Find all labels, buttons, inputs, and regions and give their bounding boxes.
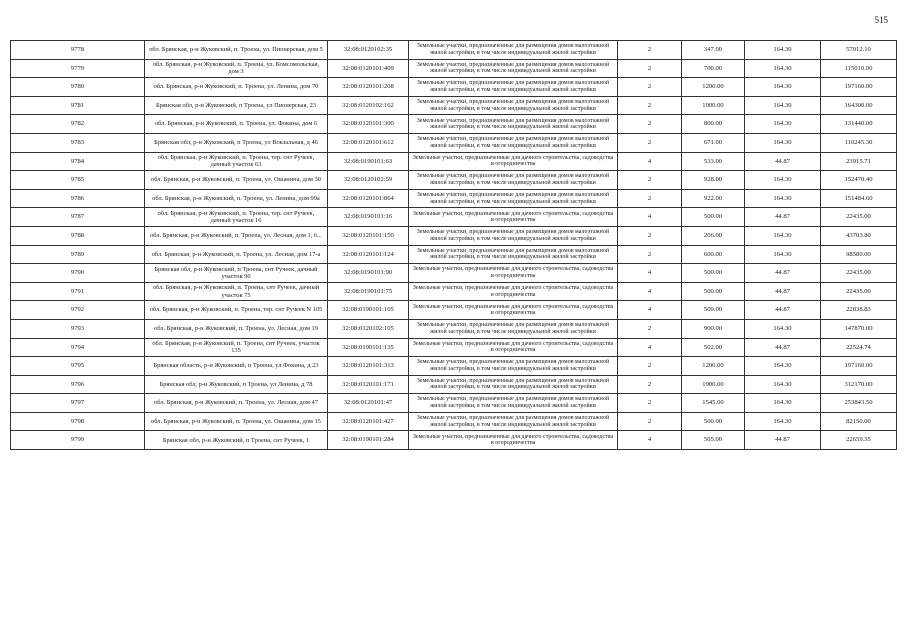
cadastral-value-cell: 22435.00 bbox=[821, 208, 897, 227]
area-cell: 266.00 bbox=[682, 226, 745, 245]
specific-value-cell: 164.30 bbox=[745, 394, 821, 413]
specific-value-cell: 44.87 bbox=[745, 282, 821, 301]
group-cell: 2 bbox=[618, 375, 682, 394]
row-number-cell: 9782 bbox=[11, 115, 145, 134]
group-cell: 4 bbox=[618, 264, 682, 283]
address-cell: Брянская обл, р-н Жуковский, п Троена, снт Ручеек, 1 bbox=[145, 431, 328, 450]
land-use-cell: Земельные участки, предназначенные для дачного строительства, садоводства и огородничества bbox=[409, 431, 618, 450]
land-use-cell: Земельные участки, предназначенные для размещения домов малоэтажной жилой застройки, в том числе индивидуальной жилой застройки bbox=[409, 96, 618, 115]
area-cell: 533.00 bbox=[682, 152, 745, 171]
land-use-cell: Земельные участки, предназначенные для дачного строительства, садоводства и огородничества bbox=[409, 264, 618, 283]
specific-value-cell: 164.30 bbox=[745, 189, 821, 208]
cadastral-number-cell: 32:08:0190101:75 bbox=[328, 282, 409, 301]
table-row bbox=[11, 264, 897, 283]
table-row bbox=[11, 226, 897, 245]
group-cell: 2 bbox=[618, 412, 682, 431]
table-row bbox=[11, 375, 897, 394]
row-number-cell: 9780 bbox=[11, 78, 145, 97]
specific-value-cell: 164.30 bbox=[745, 357, 821, 376]
address-cell: обл. Брянская, р-н Жуковский, п. Троена, ул. Лесная, дом 47 bbox=[145, 394, 328, 413]
cadastral-number-cell: 32:08:0120101:124 bbox=[328, 245, 409, 264]
specific-value-cell: 44.87 bbox=[745, 152, 821, 171]
specific-value-cell: 164.30 bbox=[745, 133, 821, 152]
address-cell: обл. Брянская, р-н Жуковский, п. Троена, ул. Комсомольская, дом 3 bbox=[145, 59, 328, 78]
land-use-cell: Земельные участки, предназначенные для дачного строительства, садоводства и огородничества bbox=[409, 152, 618, 171]
cadastral-value-cell: 253843.50 bbox=[821, 394, 897, 413]
row-number-cell: 9788 bbox=[11, 226, 145, 245]
table-row bbox=[11, 133, 897, 152]
address-cell: Брянская обл, р-н Жуковский, п Троена, ул Пионерская, 23 bbox=[145, 96, 328, 115]
cadastral-number-cell: 32:08:0120101:612 bbox=[328, 133, 409, 152]
specific-value-cell: 164.30 bbox=[745, 59, 821, 78]
specific-value-cell: 164.30 bbox=[745, 78, 821, 97]
land-use-cell: Земельные участки, предназначенные для дачного строительства, садоводства и огородничества bbox=[409, 282, 618, 301]
specific-value-cell: 164.30 bbox=[745, 412, 821, 431]
table-row bbox=[11, 357, 897, 376]
land-use-cell: Земельные участки, предназначенные для размещения домов малоэтажной жилой застройки, в том числе индивидуальной жилой застройки bbox=[409, 78, 618, 97]
cadastral-value-cell: 82150.00 bbox=[821, 412, 897, 431]
address-cell: обл. Брянская, р-н Жуковский, п. Троена, тер. снт Ручеек, дачный участок 16 bbox=[145, 208, 328, 227]
land-use-cell: Земельные участки, предназначенные для размещения домов малоэтажной жилой застройки, в том числе индивидуальной жилой застройки bbox=[409, 41, 618, 60]
land-use-cell: Земельные участки, предназначенные для размещения домов малоэтажной жилой застройки, в том числе индивидуальной жилой застройки bbox=[409, 59, 618, 78]
cadastral-number-cell: 32:08:0120101:208 bbox=[328, 78, 409, 97]
address-cell: обл. Брянская, р-н Жуковский, п. Троена, ул. Лесная, дом 1, 6... bbox=[145, 226, 328, 245]
land-use-cell: Земельные участки, предназначенные для размещения домов малоэтажной жилой застройки, в том числе индивидуальной жилой застройки bbox=[409, 357, 618, 376]
group-cell: 2 bbox=[618, 133, 682, 152]
cadastral-number-cell: 32:08:0120101:864 bbox=[328, 189, 409, 208]
group-cell: 2 bbox=[618, 115, 682, 134]
area-cell: 500.00 bbox=[682, 264, 745, 283]
land-use-cell: Земельные участки, предназначенные для размещения домов малоэтажной жилой застройки, в том числе индивидуальной жилой застройки bbox=[409, 171, 618, 190]
row-number-cell: 9796 bbox=[11, 375, 145, 394]
row-number-cell: 9786 bbox=[11, 189, 145, 208]
area-cell: 500.00 bbox=[682, 282, 745, 301]
specific-value-cell: 44.87 bbox=[745, 208, 821, 227]
cadastral-number-cell: 32:08:0190101:105 bbox=[328, 301, 409, 320]
cadastral-number-cell: 32:08:0120102:105 bbox=[328, 319, 409, 338]
row-number-cell: 9785 bbox=[11, 171, 145, 190]
group-cell: 2 bbox=[618, 319, 682, 338]
table-row bbox=[11, 96, 897, 115]
group-cell: 2 bbox=[618, 96, 682, 115]
table-row bbox=[11, 412, 897, 431]
cadastral-value-cell: 164300.00 bbox=[821, 96, 897, 115]
table-row bbox=[11, 245, 897, 264]
cadastral-number-cell: 32:08:0120101:313 bbox=[328, 357, 409, 376]
cadastral-number-cell: 32:08:0120101:171 bbox=[328, 375, 409, 394]
group-cell: 4 bbox=[618, 301, 682, 320]
cadastral-value-cell: 22435.00 bbox=[821, 264, 897, 283]
land-use-cell: Земельные участки, предназначенные для размещения домов малоэтажной жилой застройки, в том числе индивидуальной жилой застройки bbox=[409, 394, 618, 413]
specific-value-cell: 164.30 bbox=[745, 96, 821, 115]
address-cell: обл. Брянская, р-н Жуковский, п. Троена, ул. Ленина, дом 70 bbox=[145, 78, 328, 97]
area-cell: 900.00 bbox=[682, 319, 745, 338]
area-cell: 509.00 bbox=[682, 301, 745, 320]
cadastral-number-cell: 32:08:0120101:409 bbox=[328, 59, 409, 78]
address-cell: обл. Брянская, р-н Жуковский, п. Троена, ул. Ошанина, дом 15 bbox=[145, 412, 328, 431]
area-cell: 1545.00 bbox=[682, 394, 745, 413]
cadastral-value-cell: 98580.00 bbox=[821, 245, 897, 264]
address-cell: обл. Брянская, р-н Жуковский, п. Троена, ул. Пионерская, дом 5 bbox=[145, 41, 328, 60]
area-cell: 502.00 bbox=[682, 338, 745, 357]
table-row bbox=[11, 338, 897, 357]
table-row bbox=[11, 301, 897, 320]
cadastral-number-cell: 32:08:0120102:35 bbox=[328, 41, 409, 60]
group-cell: 2 bbox=[618, 78, 682, 97]
cadastral-value-cell: 115010.00 bbox=[821, 59, 897, 78]
cadastral-number-cell: 32:08:0120101:47 bbox=[328, 394, 409, 413]
group-cell: 2 bbox=[618, 245, 682, 264]
table-row bbox=[11, 171, 897, 190]
cadastral-value-cell: 110245.30 bbox=[821, 133, 897, 152]
table-row bbox=[11, 115, 897, 134]
specific-value-cell: 164.30 bbox=[745, 319, 821, 338]
land-use-cell: Земельные участки, предназначенные для размещения домов малоэтажной жилой застройки, в том числе индивидуальной жилой застройки bbox=[409, 115, 618, 134]
table-row bbox=[11, 208, 897, 227]
specific-value-cell: 164.30 bbox=[745, 375, 821, 394]
cadastral-number-cell: 32:08:0190101:63 bbox=[328, 152, 409, 171]
area-cell: 800.00 bbox=[682, 115, 745, 134]
specific-value-cell: 44.87 bbox=[745, 301, 821, 320]
land-use-cell: Земельные участки, предназначенные для размещения домов малоэтажной жилой застройки, в том числе индивидуальной жилой застройки bbox=[409, 133, 618, 152]
cadastral-number-cell: 32:08:0120102:59 bbox=[328, 171, 409, 190]
specific-value-cell: 164.30 bbox=[745, 41, 821, 60]
group-cell: 2 bbox=[618, 357, 682, 376]
row-number-cell: 9798 bbox=[11, 412, 145, 431]
land-use-cell: Земельные участки, предназначенные для размещения домов малоэтажной жилой застройки, в том числе индивидуальной жилой застройки bbox=[409, 189, 618, 208]
group-cell: 4 bbox=[618, 152, 682, 171]
table-row bbox=[11, 152, 897, 171]
cadastral-number-cell: 32:08:0190101:90 bbox=[328, 264, 409, 283]
area-cell: 671.00 bbox=[682, 133, 745, 152]
cadastral-value-cell: 22524.74 bbox=[821, 338, 897, 357]
address-cell: Брянская обл, р-н Жуковский, п Троена, ул Ленина, д 78 bbox=[145, 375, 328, 394]
specific-value-cell: 44.87 bbox=[745, 431, 821, 450]
group-cell: 4 bbox=[618, 208, 682, 227]
cadastral-value-cell: 147870.00 bbox=[821, 319, 897, 338]
row-number-cell: 9790 bbox=[11, 264, 145, 283]
address-cell: Брянская обл, р-н Жуковский, п Троена, снт Ручеек, дачный участок 90 bbox=[145, 264, 328, 283]
specific-value-cell: 164.30 bbox=[745, 226, 821, 245]
cadastral-number-cell: 32:08:0190101:16 bbox=[328, 208, 409, 227]
specific-value-cell: 44.87 bbox=[745, 338, 821, 357]
cadastral-value-cell: 57012.10 bbox=[821, 41, 897, 60]
cadastral-number-cell: 32:08:0120101:300 bbox=[328, 115, 409, 134]
row-number-cell: 9779 bbox=[11, 59, 145, 78]
table-row bbox=[11, 189, 897, 208]
row-number-cell: 9781 bbox=[11, 96, 145, 115]
row-number-cell: 9795 bbox=[11, 357, 145, 376]
cadastral-value-cell: 197160.00 bbox=[821, 357, 897, 376]
group-cell: 2 bbox=[618, 394, 682, 413]
address-cell: Брянская обл, р-н Жуковский, п Троена, ул Вокзальная, д 46 bbox=[145, 133, 328, 152]
land-use-cell: Земельные участки, предназначенные для размещения домов малоэтажной жилой застройки, в том числе индивидуальной жилой застройки bbox=[409, 226, 618, 245]
area-cell: 1200.00 bbox=[682, 357, 745, 376]
land-use-cell: Земельные участки, предназначенные для размещения домов малоэтажной жилой застройки, в том числе индивидуальной жилой застройки bbox=[409, 319, 618, 338]
group-cell: 2 bbox=[618, 171, 682, 190]
cadastral-number-cell: 32:08:0190101:284 bbox=[328, 431, 409, 450]
area-cell: 1900.00 bbox=[682, 375, 745, 394]
row-number-cell: 9793 bbox=[11, 319, 145, 338]
area-cell: 1200.00 bbox=[682, 78, 745, 97]
cadastral-value-cell: 23915.71 bbox=[821, 152, 897, 171]
group-cell: 2 bbox=[618, 59, 682, 78]
area-cell: 500.00 bbox=[682, 412, 745, 431]
row-number-cell: 9799 bbox=[11, 431, 145, 450]
row-number-cell: 9792 bbox=[11, 301, 145, 320]
address-cell: обл. Брянская, р-н Жуковский, п. Троена, тер. снт Ручеек, дачный участок 63 bbox=[145, 152, 328, 171]
table-row bbox=[11, 78, 897, 97]
row-number-cell: 9794 bbox=[11, 338, 145, 357]
cadastral-value-cell: 152470.40 bbox=[821, 171, 897, 190]
table-row bbox=[11, 282, 897, 301]
cadastral-value-cell: 151484.60 bbox=[821, 189, 897, 208]
address-cell: обл. Брянская, р-н Жуковский, п. Троена, ул. Лесная, дом 19 bbox=[145, 319, 328, 338]
land-use-cell: Земельные участки, предназначенные для дачного строительства, садоводства и огородничества bbox=[409, 338, 618, 357]
address-cell: обл. Брянская, р-н Жуковский, п. Троена, тер. снт Ручеек N 105 bbox=[145, 301, 328, 320]
table-row bbox=[11, 319, 897, 338]
land-use-cell: Земельные участки, предназначенные для размещения домов малоэтажной жилой застройки, в том числе индивидуальной жилой застройки bbox=[409, 412, 618, 431]
group-cell: 2 bbox=[618, 41, 682, 60]
cadastral-value-table bbox=[10, 40, 897, 450]
specific-value-cell: 164.30 bbox=[745, 245, 821, 264]
cadastral-value-cell: 22838.83 bbox=[821, 301, 897, 320]
table-row bbox=[11, 431, 897, 450]
group-cell: 4 bbox=[618, 338, 682, 357]
table-row bbox=[11, 59, 897, 78]
address-cell: Брянская область, р-н Жуковский, п Троена, ул Фокина, д 23 bbox=[145, 357, 328, 376]
row-number-cell: 9783 bbox=[11, 133, 145, 152]
address-cell: обл. Брянская, р-н Жуковский, п. Троена, ул. Фокина, дом 6 bbox=[145, 115, 328, 134]
area-cell: 700.00 bbox=[682, 59, 745, 78]
table-row bbox=[11, 41, 897, 60]
row-number-cell: 9787 bbox=[11, 208, 145, 227]
page-number: 515 bbox=[874, 15, 888, 25]
land-use-cell: Земельные участки, предназначенные для размещения домов малоэтажной жилой застройки, в том числе индивидуальной жилой застройки bbox=[409, 375, 618, 394]
group-cell: 2 bbox=[618, 189, 682, 208]
address-cell: обл. Брянская, р-н Жуковский, п. Троена, снт Ручеек, дачный участок 75 bbox=[145, 282, 328, 301]
cadastral-value-cell: 131440.00 bbox=[821, 115, 897, 134]
area-cell: 922.00 bbox=[682, 189, 745, 208]
cadastral-value-cell: 197160.00 bbox=[821, 78, 897, 97]
area-cell: 1000.00 bbox=[682, 96, 745, 115]
address-cell: обл. Брянская, р-н Жуковский, п. Троена, ул. Ленина, дом 99а bbox=[145, 189, 328, 208]
row-number-cell: 9784 bbox=[11, 152, 145, 171]
cadastral-number-cell: 32:08:0120101:150 bbox=[328, 226, 409, 245]
row-number-cell: 9791 bbox=[11, 282, 145, 301]
area-cell: 347.00 bbox=[682, 41, 745, 60]
row-number-cell: 9789 bbox=[11, 245, 145, 264]
cadastral-value-cell: 22435.00 bbox=[821, 282, 897, 301]
land-use-cell: Земельные участки, предназначенные для дачного строительства, садоводства и огородничества bbox=[409, 208, 618, 227]
area-cell: 928.00 bbox=[682, 171, 745, 190]
land-use-cell: Земельные участки, предназначенные для размещения домов малоэтажной жилой застройки, в том числе индивидуальной жилой застройки bbox=[409, 245, 618, 264]
specific-value-cell: 164.30 bbox=[745, 115, 821, 134]
table-row bbox=[11, 394, 897, 413]
cadastral-number-cell: 32:08:0120102:162 bbox=[328, 96, 409, 115]
area-cell: 500.00 bbox=[682, 208, 745, 227]
cadastral-value-cell: 22659.35 bbox=[821, 431, 897, 450]
table-body bbox=[11, 41, 897, 450]
cadastral-number-cell: 32:08:0120101:427 bbox=[328, 412, 409, 431]
cadastral-value-cell: 43703.80 bbox=[821, 226, 897, 245]
row-number-cell: 9778 bbox=[11, 41, 145, 60]
area-cell: 505.00 bbox=[682, 431, 745, 450]
group-cell: 4 bbox=[618, 431, 682, 450]
land-use-cell: Земельные участки, предназначенные для дачного строительства, садоводства и огородничества bbox=[409, 301, 618, 320]
address-cell: обл. Брянская, р-н Жуковский, п. Троена, ул. Лесная, дом 17-а bbox=[145, 245, 328, 264]
group-cell: 2 bbox=[618, 226, 682, 245]
row-number-cell: 9797 bbox=[11, 394, 145, 413]
address-cell: обл. Брянская, р-н Жуковский, п. Троена, ул. Ошанина, дом 30 bbox=[145, 171, 328, 190]
specific-value-cell: 44.87 bbox=[745, 264, 821, 283]
area-cell: 600.00 bbox=[682, 245, 745, 264]
cadastral-value-cell: 312170.00 bbox=[821, 375, 897, 394]
group-cell: 4 bbox=[618, 282, 682, 301]
specific-value-cell: 164.30 bbox=[745, 171, 821, 190]
cadastral-number-cell: 32:08:0190101:135 bbox=[328, 338, 409, 357]
address-cell: обл. Брянская, р-н Жуковский, п. Троена, снт Ручеек, участок 135 bbox=[145, 338, 328, 357]
